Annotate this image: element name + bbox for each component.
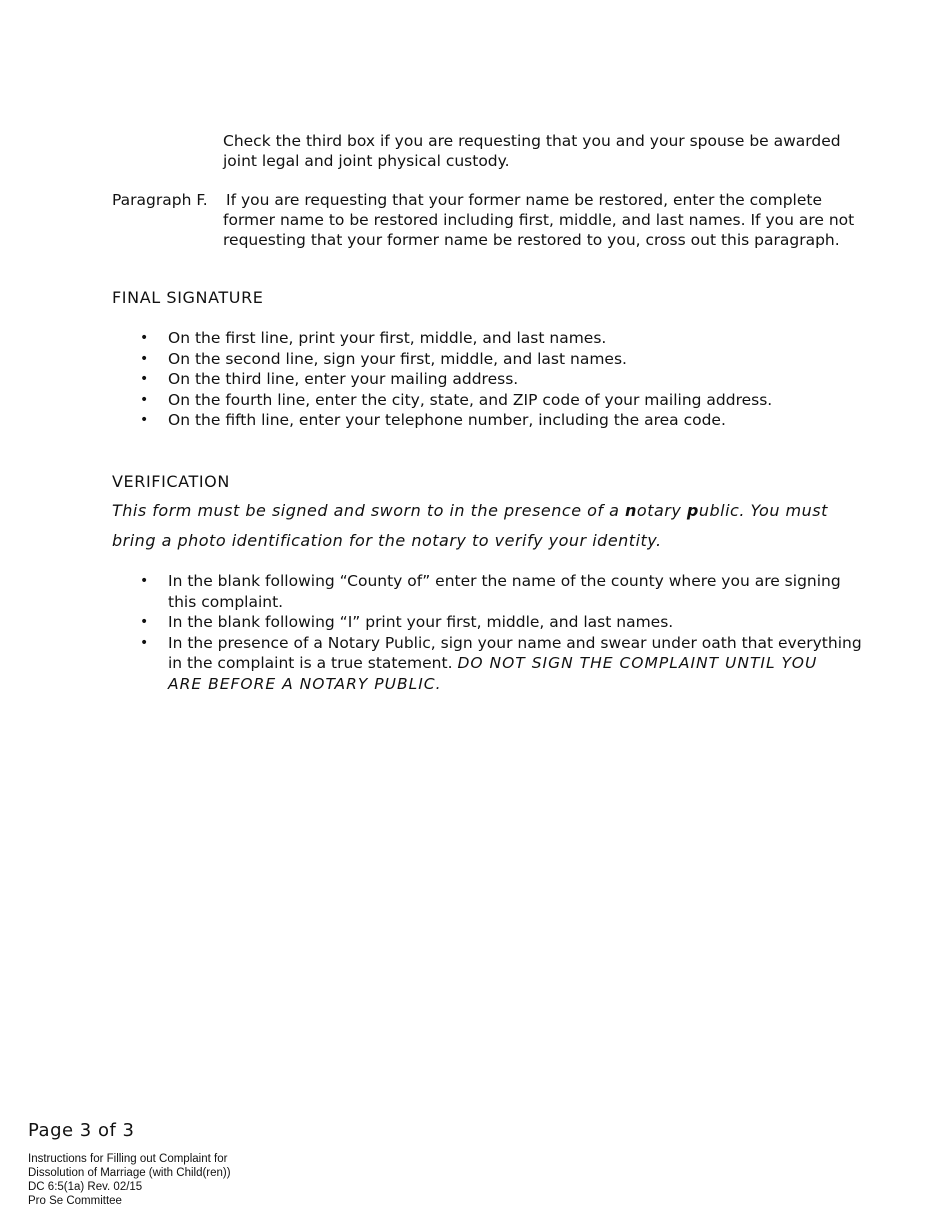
footer-line: Instructions for Filling out Complaint for xyxy=(28,1153,228,1165)
verification-note-line-1: This form must be signed and sworn to in the presence of a notary public. You must xyxy=(112,501,828,520)
verification-note-line-2: bring a photo identification for the notary to verify your identity. xyxy=(112,531,662,550)
bullet-icon: • xyxy=(140,330,149,346)
final-signature-heading: FINAL SIGNATURE xyxy=(112,288,264,307)
verification-list xyxy=(0,571,862,694)
paragraph-f-body-cont xyxy=(223,210,855,250)
bullet-icon: • xyxy=(140,412,149,428)
custody-line: joint legal and joint physical custody. xyxy=(223,152,510,170)
list-item: • In the presence of a Notary Public, sign your name and swear under oath that everything in the complaint is a true statement. DO NOT SIGN THE COMPLAINT UNTIL YOU ARE BEFORE A NOTARY PUBLIC. xyxy=(140,633,862,693)
list-item: • On the third line, enter your mailing address. xyxy=(140,370,519,388)
final-signature-list xyxy=(0,328,772,431)
footer-line: DC 6:5(1a) Rev. 02/15 xyxy=(28,1181,143,1193)
list-item: • On the fourth line, enter the city, state, and ZIP code of your mailing address. xyxy=(140,390,773,409)
bullet-icon: • xyxy=(140,634,149,651)
list-item: • On the fifth line, enter your telephone number, including the area code. xyxy=(140,411,726,429)
paragraph-f-body xyxy=(226,190,846,210)
bullet-icon: • xyxy=(140,573,149,589)
bullet-icon: • xyxy=(140,371,149,387)
list-item: • In the blank following “I” print your first, middle, and last names. xyxy=(140,613,674,631)
bullet-icon: • xyxy=(140,350,149,367)
paragraph-f-line: requesting that your former name be restored to you, cross out this paragraph. xyxy=(223,231,840,249)
custody-line: Check the third box if you are requesting that you and your spouse be awarded xyxy=(223,132,841,150)
paragraph-f-line: former name to be restored including first, middle, and last names. If you are not xyxy=(223,211,855,229)
list-item: • On the first line, print your first, middle, and last names. xyxy=(140,329,607,347)
paragraph-f-line: If you are requesting that your former name be restored, enter the complete xyxy=(226,191,823,209)
paragraph-f-label: Paragraph F. xyxy=(112,191,208,209)
verification-heading: VERIFICATION xyxy=(112,472,230,491)
footer-line: Dissolution of Marriage (with Child(ren)) xyxy=(28,1167,231,1179)
bullet-icon: • xyxy=(140,614,149,630)
bullet-icon: • xyxy=(140,391,149,408)
form-footer xyxy=(28,1152,231,1208)
list-item: • On the second line, sign your first, middle, and last names. xyxy=(140,349,627,368)
custody-paragraph xyxy=(223,131,843,171)
footer-line: Pro Se Committee xyxy=(28,1195,122,1207)
list-item: • In the blank following “County of” enter the name of the county where you are signing this complaint. xyxy=(140,572,841,611)
page-number: Page 3 of 3 xyxy=(28,1120,135,1141)
